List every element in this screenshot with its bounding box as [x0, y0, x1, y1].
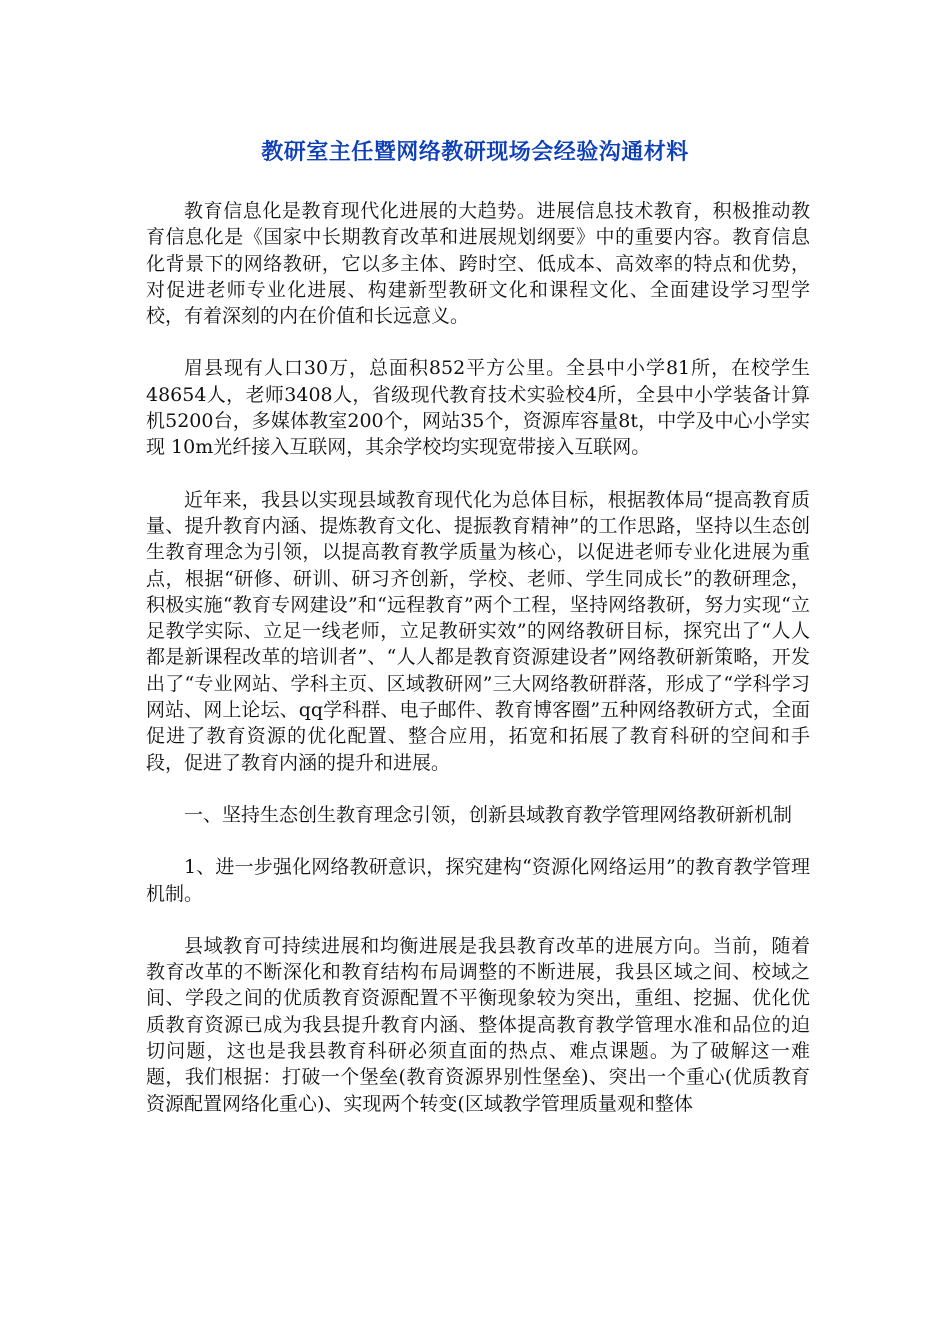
document-body — [146, 198, 810, 1117]
paragraph-recent-years: 近年来，我县以实现县域教育现代化为总体目标，根据教体局“提高教育质量、提升教育内涵、提炼教育文化、提振教育精神”的工作思路，坚持以生态创生教育理念为引领，以提高教育教学质量为核心，以促进老师专业化进展为重点，根据“研修、研训、研习齐创新，学校、老师、学生同成长”的教研理念，积极实施“教育专网建设”和“远程教育”两个工程，坚持网络教研，努力实现“立足教学实际、立足一线老师，立足教研实效”的网络教研目标，探究出了“人人都是新课程改革的培训者”、“人人都是教育资源建设者”网络教研新策略，开发出了“专业网站、学科主页、区域教研网”三大网络教研群落，形成了“学科学习网站、网上论坛、qq学科群、电子邮件、教育博客圈”五种网络教研方式，全面促进了教育资源的优化配置、整合应用，拓宽和拓展了教育科研的空间和手段，促进了教育内涵的提升和进展。 — [146, 488, 810, 774]
subsection-heading-1-1: 1、进一步强化网络教研意识，探究建构“资源化网络运用”的教育教学管理机制。 — [146, 856, 810, 905]
paragraph-intro: 教育信息化是教育现代化进展的大趋势。进展信息技术教育，积极推动教育信息化是《国家中长期教育改革和进展规划纲要》中的重要内容。教育信息化背景下的网络教研，它以多主体、跨时空、低成本、高效率的特点和优势，对促进老师专业化进展、构建新型教研文化和课程文化、全面建设学习型学校，有着深刻的内在价值和长远意义。 — [146, 200, 810, 328]
section-heading-1: 一、坚持生态创生教育理念引领，创新县域教育教学管理网络教研新机制 — [184, 803, 793, 826]
document-title: 教研室主任暨网络教研现场会经验沟通材料 — [261, 140, 689, 165]
paragraph-county-stats: 眉县现有人口30万，总面积852平方公里。全县中小学81所，在校学生48654人，老师3408人，省级现代教育技术实验校4所，全县中小学装备计算机5200台，多媒体教室200个，网站35个，资源库容量8t，中学及中心小学实现 10m光纤接入互联网，其余学校均实现宽带接入互联网。 — [146, 357, 810, 459]
paragraph-county-education: 县域教育可持续进展和均衡进展是我县教育改革的进展方向。当前，随着教育改革的不断深化和教育结构布局调整的不断进展，我县区域之间、校域之间、学段之间的优质教育资源配置不平衡现象较为突出，重组、挖掘、优化优质教育资源已成为我县提升教育内涵、整体提高教育教学管理水准和品位的迫切问题，这也是我县教育科研必须直面的热点、难点课题。为了破解这一难题，我们根据：打破一个堡垒(教育资源界别性堡垒)、突出一个重心(优质教育资源配置网络化重心)、实现两个转变(区域教学管理质量观和整体 — [146, 934, 810, 1115]
